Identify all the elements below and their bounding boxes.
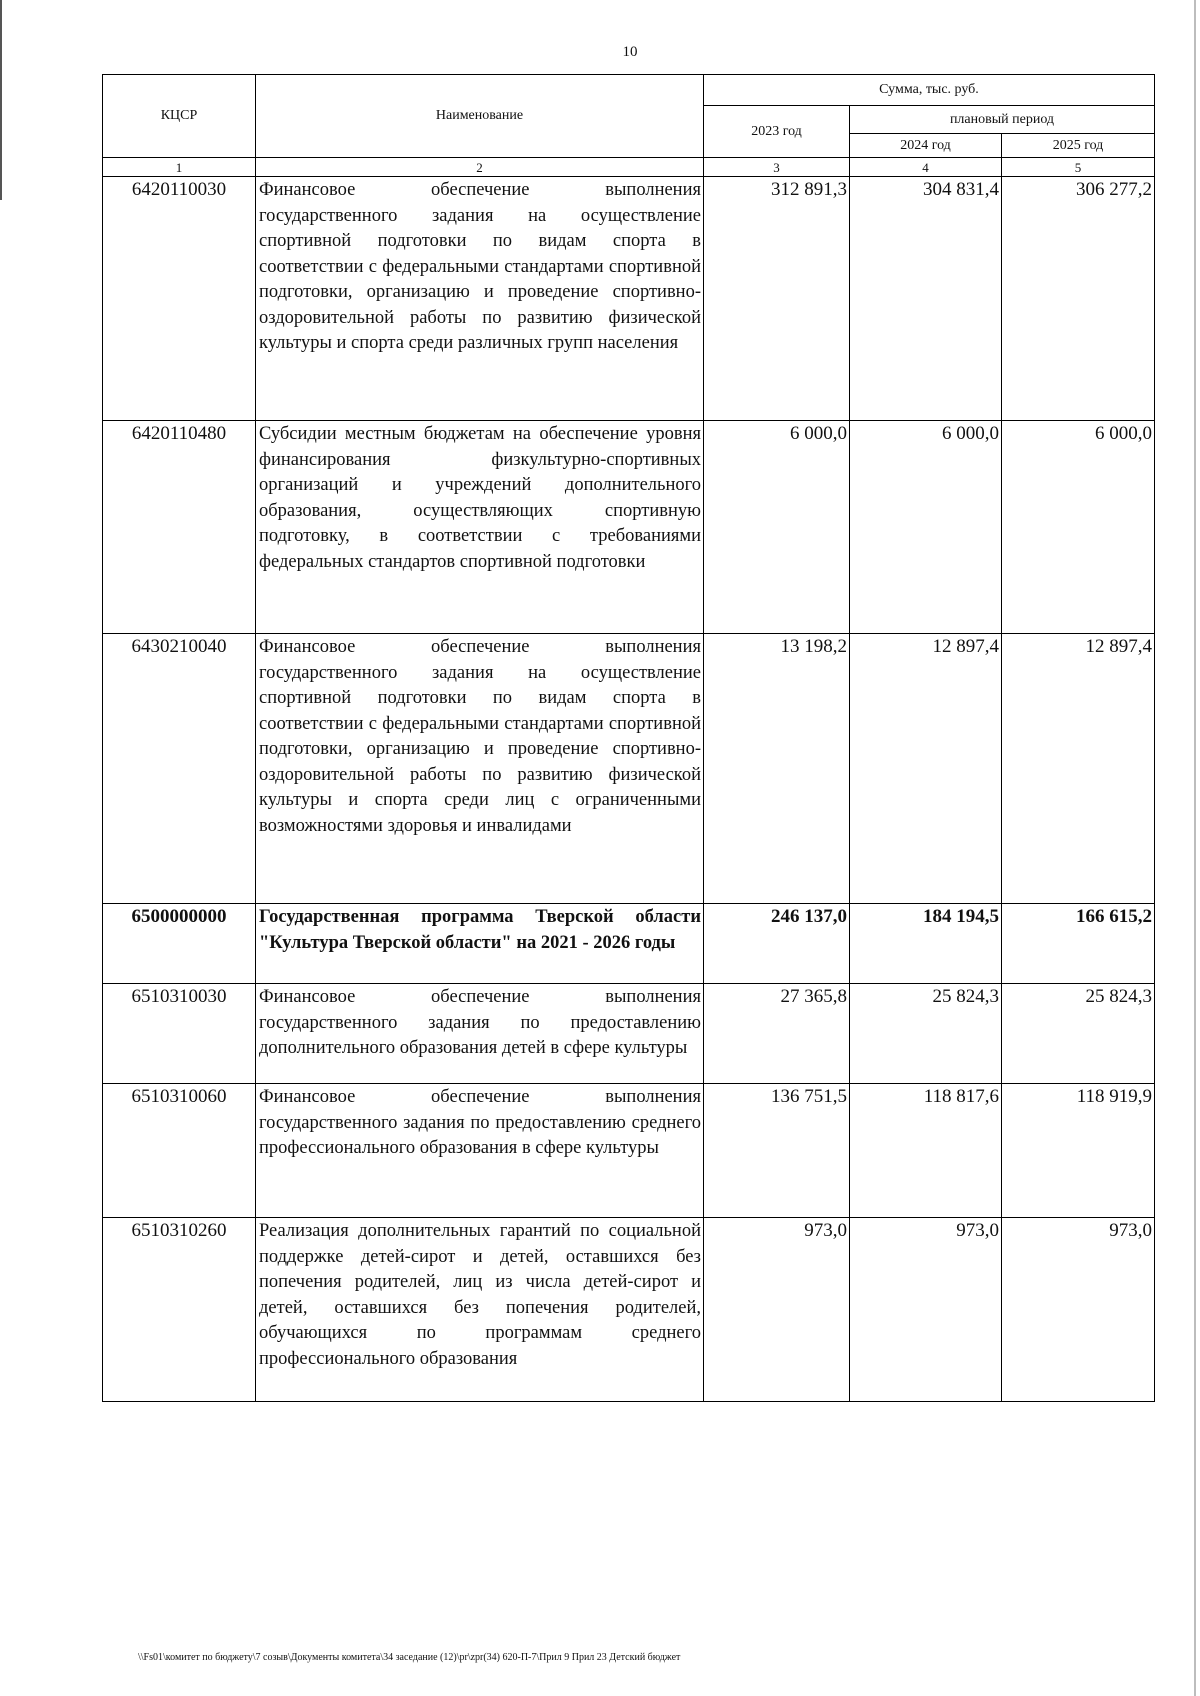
- table-row: [103, 421, 1155, 634]
- row-value-2024: 6 000,0: [850, 421, 1002, 634]
- page-number: 10: [622, 44, 638, 60]
- header-sum: Сумма, тыс. руб.: [704, 75, 1155, 106]
- header-planned-period: плановый период: [850, 106, 1155, 134]
- row-value-2024: 973,0: [850, 1218, 1002, 1402]
- row-value-2024: 304 831,4: [850, 177, 1002, 421]
- header-year-2023: 2023 год: [704, 106, 850, 158]
- row-value-2025: 6 000,0: [1002, 421, 1155, 634]
- row-value-2025: 973,0: [1002, 1218, 1155, 1402]
- budget-table: [102, 74, 1155, 1402]
- row-code: 6510310060: [103, 1084, 256, 1218]
- column-number: 2: [256, 158, 704, 177]
- column-number: 4: [850, 158, 1002, 177]
- scan-edge-line: [1194, 0, 1196, 1696]
- row-name: Финансовое обеспечение выполнения государственного задания на осуществление спортивной подготовки по видам спорта в соответствии с федеральными стандартами спортивной подготовки, организацию и проведение спортивно-оздоровительной работы по развитию физической культуры и спорта среди различных групп населения: [256, 177, 704, 421]
- row-value-2024: 118 817,6: [850, 1084, 1002, 1218]
- row-value-2024: 12 897,4: [850, 634, 1002, 904]
- table-row: [103, 177, 1155, 421]
- table-row-program-total: [103, 904, 1155, 984]
- footer-file-path: \\Fs01\комитет по бюджету\7 созыв\Документы комитета\34 заседание (12)\pr\zpr(34) 620-П-7\Прил 9 Прил 23 Детский бюджет: [138, 1652, 681, 1663]
- table-row: [103, 1218, 1155, 1402]
- row-value-2025: 166 615,2: [1002, 904, 1155, 984]
- row-value-2023: 312 891,3: [704, 177, 850, 421]
- row-value-2024: 25 824,3: [850, 984, 1002, 1084]
- table-row: [103, 1084, 1155, 1218]
- row-value-2025: 25 824,3: [1002, 984, 1155, 1084]
- row-code: 6500000000: [103, 904, 256, 984]
- row-value-2024: 184 194,5: [850, 904, 1002, 984]
- column-number: 1: [103, 158, 256, 177]
- row-code: 6420110030: [103, 177, 256, 421]
- row-value-2023: 13 198,2: [704, 634, 850, 904]
- row-value-2025: 12 897,4: [1002, 634, 1155, 904]
- row-name: Государственная программа Тверской области "Культура Тверской области" на 2021 - 2026 годы: [256, 904, 704, 984]
- column-number: 5: [1002, 158, 1155, 177]
- row-name: Финансовое обеспечение выполнения государственного задания на осуществление спортивной подготовки по видам спорта в соответствии с федеральными стандартами спортивной подготовки, организацию и проведение спортивно-оздоровительной работы по развитию физической культуры и спорта среди лиц с ограниченными возможностями здоровья и инвалидами: [256, 634, 704, 904]
- header-code: КЦСР: [103, 75, 256, 158]
- header-name: Наименование: [256, 75, 704, 158]
- row-value-2025: 306 277,2: [1002, 177, 1155, 421]
- row-value-2023: 136 751,5: [704, 1084, 850, 1218]
- row-name: Субсидии местным бюджетам на обеспечение уровня финансирования физкультурно-спортивных организаций и учреждений дополнительного образования, осуществляющих спортивную подготовку, в соответствии с требованиями федеральных стандартов спортивной подготовки: [256, 421, 704, 634]
- table-row: [103, 984, 1155, 1084]
- header-year-2025: 2025 год: [1002, 134, 1155, 158]
- header-year-2024: 2024 год: [850, 134, 1002, 158]
- row-value-2025: 118 919,9: [1002, 1084, 1155, 1218]
- table-row: [103, 634, 1155, 904]
- row-code: 6510310260: [103, 1218, 256, 1402]
- row-code: 6510310030: [103, 984, 256, 1084]
- row-name: Реализация дополнительных гарантий по социальной поддержке детей-сирот и детей, оставшихся без попечения родителей, лиц из числа детей-сирот и детей, оставшихся без попечения родителей, обучающихся по программам среднего профессионального образования: [256, 1218, 704, 1402]
- row-value-2023: 246 137,0: [704, 904, 850, 984]
- row-code: 6430210040: [103, 634, 256, 904]
- column-number-row: [103, 158, 1155, 177]
- column-number: 3: [704, 158, 850, 177]
- row-value-2023: 27 365,8: [704, 984, 850, 1084]
- row-value-2023: 6 000,0: [704, 421, 850, 634]
- row-name: Финансовое обеспечение выполнения государственного задания по предоставлению дополнительного образования детей в сфере культуры: [256, 984, 704, 1084]
- row-value-2023: 973,0: [704, 1218, 850, 1402]
- row-name: Финансовое обеспечение выполнения государственного задания по предоставлению среднего профессионального образования в сфере культуры: [256, 1084, 704, 1218]
- row-code: 6420110480: [103, 421, 256, 634]
- scan-edge-mark: [0, 0, 2, 200]
